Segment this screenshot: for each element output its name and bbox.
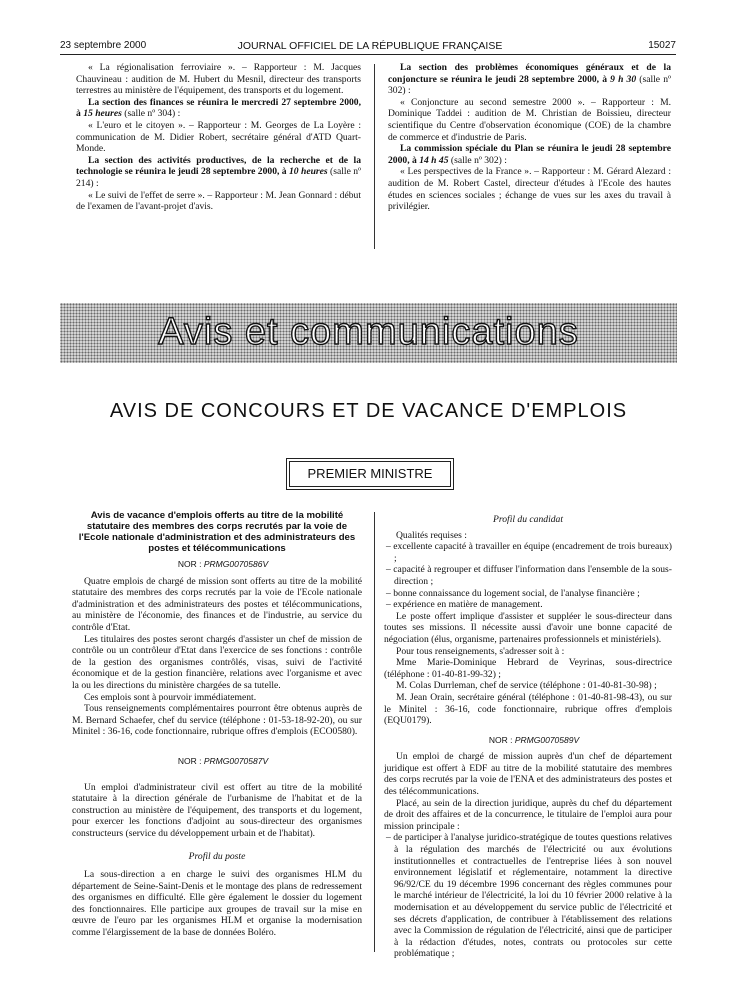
page-number: 15027: [648, 40, 676, 51]
paragraph: « L'euro et le citoyen ». – Rapporteur : M. Georges de La Loyère : communication de M. Didier Robert, secrétaire général d'ATD Quart-Monde.: [76, 119, 361, 155]
column-divider: [374, 64, 375, 249]
requirements-list: [384, 541, 672, 611]
paragraph: M. Colas Durrleman, chef de service (téléphone : 01-40-81-30-98) ;: [396, 680, 657, 692]
header-date: 23 septembre 2000: [60, 40, 147, 51]
top-left-column: [76, 62, 361, 213]
subheading: Profil du poste: [188, 851, 246, 863]
header-rule: [60, 54, 676, 55]
bottom-left-column: [72, 510, 362, 939]
paragraph: Le poste offert implique d'assister et suppléer le sous-directeur dans toutes ses missions. Il nécessite aussi d'avoir une bonne capacité de négociation (élus, organisme, partenaires professionnels et ministériels).: [384, 610, 672, 645]
paragraph: « La régionalisation ferroviaire ». – Rapporteur : M. Jacques Chauvineau : audition de M. Hubert du Mesnil, directeur des transports terrestres au ministère de l'équipement, des transports et du logement.: [76, 62, 361, 97]
paragraph: Mme Marie-Dominique Hebrard de Veyrinas, sous-directrice (téléphone : 01-40-81-99-32) ;: [384, 657, 672, 680]
paragraph: Les titulaires des postes seront chargés d'assister un chef de mission de contrôle ou un contrôleur d'Etat dans l'exercice de ses fonctions : contrôle de la gestion des organismes contrôlés, visas, suivi de l'activité économique et de la gestion financière, relations avec l'organisme et avec la ou les directions du ministère chargées de sa tutelle.: [72, 633, 362, 691]
list-item: – capacité à regrouper et diffuser l'information dans l'ensemble de la sous-direction ;: [386, 564, 672, 587]
subheading: Profil du candidat: [493, 514, 563, 525]
paragraph: Qualités requises :: [396, 529, 467, 541]
list-item: – bonne connaissance du logement social, de l'analyse financière ;: [386, 587, 640, 599]
paragraph: Un emploi de chargé de mission auprès d'un chef de département juridique est offert à EDF au titre de la mobilité statutaire des membres des corps recrutés par la voie de l'ENA et des administrateurs des postes et des télécommunications.: [384, 751, 672, 798]
main-heading: AVIS DE CONCOURS ET DE VACANCE D'EMPLOIS: [109, 400, 628, 422]
paragraph: « Le suivi de l'effet de serre ». – Rapporteur : M. Jean Gonnard : début de l'examen de l'avant-projet d'avis.: [76, 189, 361, 213]
paragraph: Un emploi d'administrateur civil est offert au titre de la mobilité statutaire à la direction générale de l'urbanisme de l'habitat et de la construction au ministère de l'équipement, des transports et du logement, pour exercer les fonctions d'adjoint au sous-directeur des organismes constructeurs (service du développement urbain et de l'habitat).: [72, 781, 362, 839]
paragraph: La sous-direction a en charge le suivi des organismes HLM du département de Seine-Saint-Denis et le montage des plans de redressement des organismes en difficulté. Elle gère également le dossier du logement des fonctionnaires. Elle participe aux groupes de travail sur la mise en œuvre de l'euro par les organismes HLM et organise la modernisation comme l'élargissement de la base de données Boléro.: [72, 869, 362, 939]
paragraph: Ces emplois sont à pourvoir immédiatement.: [84, 691, 257, 703]
paragraph: « Conjoncture au second semestre 2000 ». – Rapporteur : M. Dominique Taddei : audition de M. Christian de Boissieu, directeur scientifique du Centre d'observation économique (COE) de la chambre de commerce et d'industrie de Paris.: [388, 96, 671, 143]
paragraph: Tous renseignements complémentaires pourront être obtenus auprès de M. Bernard Schaefer, chef du service (téléphone : 01-53-18-92-20), ou sur Minitel : 36-16, code fonctionnaire, rubrique offres d'emplois (ECO0580).: [72, 703, 362, 738]
banner-title: Avis et communications: [158, 311, 579, 353]
journal-title: JOURNAL OFFICIEL DE LA RÉPUBLIQUE FRANÇAISE: [237, 40, 503, 52]
session-heading: La section des activités productives, de la recherche et de la technologie se réunira le jeudi 28 septembre 2000, à 10 heures (salle nº 214) :: [76, 154, 362, 189]
top-right-column: [388, 62, 671, 213]
paragraph: M. Jean Orain, secrétaire général (téléphone : 01-40-81-98-43), ou sur le Minitel : 36-16, code fonctionnaire, rubrique offres d'emplois (EQU0179).: [384, 691, 672, 727]
paragraph: « Les perspectives de la France ». – Rapporteur : M. Gérard Alezard : audition de M. Robert Castel, directeur d'études à l'Ecole des hautes études en sciences sociales ; échange de vues sur les axes du travail à privilégier.: [388, 166, 671, 213]
nor-reference: NOR : PRMG0070586V: [177, 559, 269, 569]
section-banner: [60, 303, 677, 363]
session-heading: La section des problèmes économiques généraux et de la conjoncture se réunira le jeudi 28 septembre 2000, à 9 h 30 (salle nº 302) :: [388, 62, 671, 97]
paragraph: Quatre emplois de chargé de mission sont offerts au titre de la mobilité statutaire des membres des corps recrutés par la voie de l'Ecole nationale d'administration et des administrateurs des postes et télécommunications, au ministère de l'économie, des finances et de l'industrie, au service du contrôle d'Etat.: [72, 575, 362, 633]
session-heading: La section des finances se réunira le mercredi 27 septembre 2000, à 15 heures (salle nº 304) :: [76, 96, 361, 120]
session-heading: La commission spéciale du Plan se réunira le jeudi 28 septembre 2000, à 14 h 45 (salle nº 302) :: [388, 143, 671, 166]
list-item: – expérience en matière de management.: [386, 599, 543, 611]
nor-reference: NOR : PRMG0070587V: [177, 755, 269, 766]
paragraph: Placé, au sein de la direction juridique, auprès du chef du département de droit des affaires et de la concurrence, le titulaire de l'emploi aura pour mission principale :: [384, 797, 672, 832]
nor-reference: NOR : PRMG0070589V: [488, 734, 580, 745]
column-divider: [374, 512, 375, 952]
list-item: – de participer à l'analyse juridico-stratégique de toutes questions relatives à la régulation des marchés de l'électricité ou aux évolutions institutionnelles et contractuelles de l'entreprise liées à son nouvel environnement législatif et réglementaire, notamment la directive 96/92/CE du 19 décembre 1996 concernant des règles communes pour le marché intérieur de l'électricité, la loi du 10 février 2000 relative à la modernisation et au développement du service public de l'électricité et ses décrets d'application, de contribuer à l'établissement des relations avec la Commission de régulation de l'électricité, ainsi que de participer à la rédaction d'études, notes, contrats ou protocoles sur cette problématique ;: [386, 832, 672, 960]
notice-title: Avis de vacance d'emplois offerts au titre de la mobilité statutaire des membres des corps recrutés par la voie de l'Ecole nationale d'administration et des administrateurs des postes et télécommunications: [78, 510, 356, 554]
bottom-right-column: [384, 514, 672, 960]
list-item: – excellente capacité à travailler en équipe (encadrement de trois bureaux) ;: [386, 541, 672, 564]
ministry-box: PREMIER MINISTRE: [289, 461, 451, 487]
missions-list: [384, 832, 672, 960]
paragraph: Pour tous renseignements, s'adresser soit à :: [396, 645, 565, 657]
